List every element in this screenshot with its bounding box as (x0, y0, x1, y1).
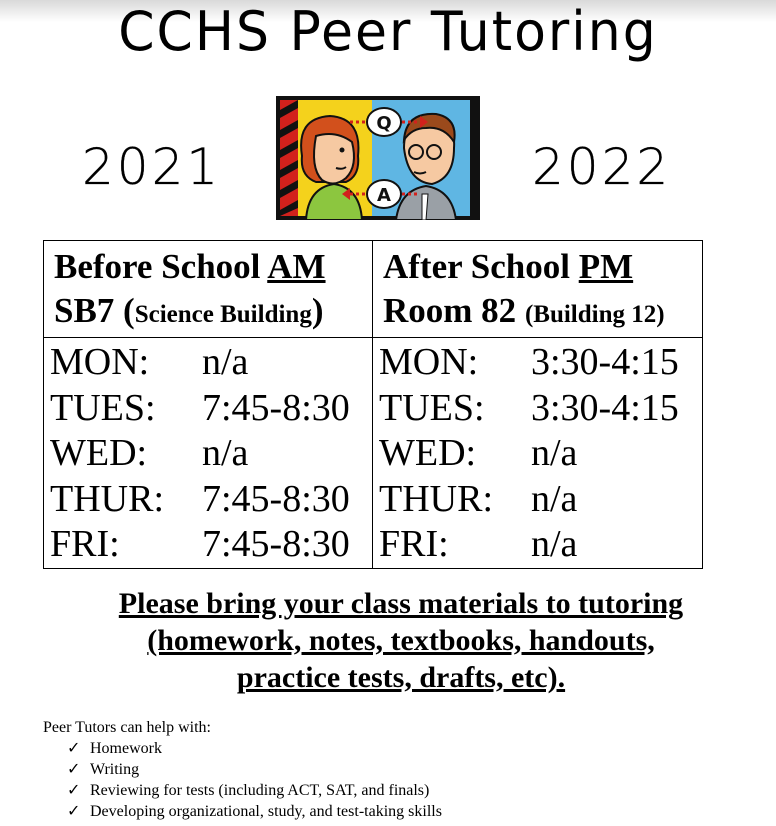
schedule-row: FRI: 7:45-8:30 (50, 523, 350, 566)
list-item: ✓ Writing (67, 761, 140, 778)
list-item: ✓ Reviewing for tests (including ACT, SAT, and finals) (67, 782, 430, 799)
after-school-location: Room 82 (Building 12) (383, 291, 665, 330)
tutoring-schedule-table (43, 240, 703, 569)
schedule-row: WED: n/a (50, 432, 249, 475)
help-intro: Peer Tutors can help with: (43, 719, 211, 736)
schedule-row: MON: 3:30-4:15 (379, 341, 679, 383)
schedule-row: WED: n/a (379, 432, 578, 475)
schedule-row: TUES: 7:45-8:30 (50, 386, 350, 429)
list-item: ✓ Homework (67, 740, 162, 757)
help-list (43, 738, 442, 822)
before-school-title: Before School AM (54, 247, 326, 286)
schedule-row: THUR: n/a (379, 477, 578, 520)
tutor-help-section (43, 717, 442, 822)
schedule-row: TUES: 3:30-4:15 (379, 386, 679, 429)
page-title: CCHS Peer Tutoring (118, 0, 658, 64)
before-school-days (44, 338, 373, 569)
check-icon: ✓ (67, 782, 81, 799)
year-end: 2022 (532, 138, 672, 196)
bring-line: Please bring your class materials to tutoring (118, 587, 684, 620)
after-school-header (373, 241, 703, 338)
schedule-row: MON: n/a (50, 341, 249, 383)
after-school-title: After School PM (383, 247, 634, 286)
after-school-days (373, 338, 703, 569)
bring-materials-notice (60, 585, 742, 696)
check-icon: ✓ (67, 761, 81, 778)
list-item: ✓ Developing organizational, study, and test-taking skills (67, 803, 442, 820)
svg-text:Q: Q (376, 113, 392, 134)
before-school-header (44, 241, 373, 338)
bring-line: practice tests, drafts, etc). (236, 661, 566, 694)
before-school-location: SB7 (Science Building) (54, 291, 324, 330)
check-icon: ✓ (67, 803, 81, 820)
schedule-row: FRI: n/a (379, 523, 578, 566)
check-icon: ✓ (67, 740, 81, 757)
q-and-a-clipart-icon (276, 96, 480, 220)
svg-text:A: A (377, 185, 391, 206)
year-start: 2021 (82, 138, 222, 196)
schedule-row: THUR: 7:45-8:30 (50, 477, 350, 520)
bring-line: (homework, notes, textbooks, handouts, (147, 624, 655, 657)
